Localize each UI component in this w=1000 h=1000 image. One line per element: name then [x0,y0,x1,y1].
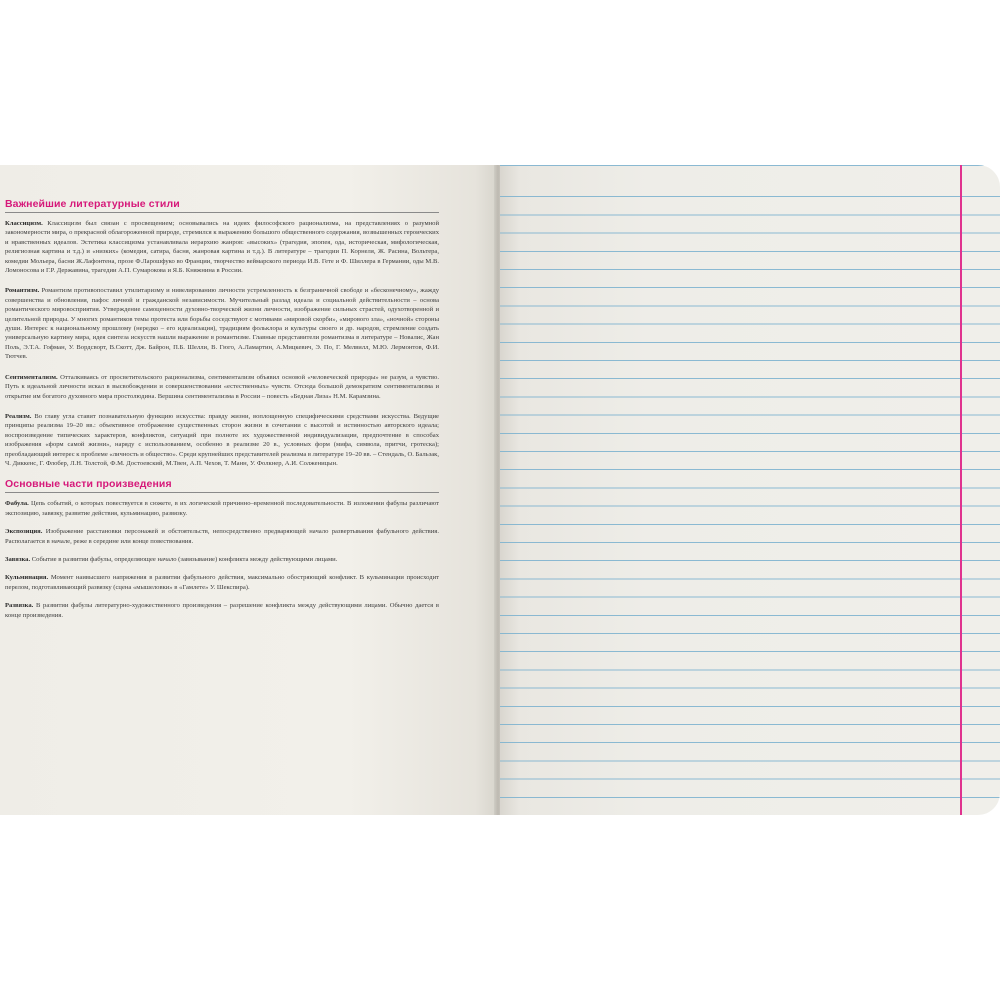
entry-text: Во главу угла ставит познавательную функцию искусства: правду жизни, воплощенную специфическими средствами искусства. Ведущие принципы реализма 19–20 вв.: объективное отображение существенных сторон жизни в сочетании с высотой и истинностью авторского идеала; воспроизведение типических характеров, конфликтов, ситуаций при полноте их художественной индивидуализации, предпочтение в способах изображения «форм самой жизни», наряду с использованием, особенно в реализме 20 в., условных форм (мифа, символа, притчи, гротеска); преобладающий интерес к проблеме «личность и общество». Среди крупнейших представителей реализма в литературе 19–20 вв. – Стендаль, О. Бальзак, Ч. Диккенс, Г. Флобер, Л.Н. Толстой, Ф.М. Достоевский, М.Твен, А.П. Чехов, Т. Манн, У. Фолкнер, А.И. Солженицын. [5,412,439,467]
entry-term: Романтизм. [5,287,40,295]
entry-term: Кульминация. [5,574,49,582]
entry-text: Событие в развитии фабулы, определяющее начало (завязывание) конфликта между действующими лицами. [30,555,338,563]
entry-term: Развязка. [5,602,34,610]
section-heading-literary-styles: Важнейшие литературные стили [5,197,439,213]
entry-text: Момент наивысшего напряжения в развитии фабульного действия, максимально обостряющий конфликт. В кульминации происходит перелом, подготавливающий развязку (сцена «мышеловки» в «Гамлете» У. Шекспира). [5,574,439,591]
ruled-lines [500,165,1000,815]
entry-romanticism [5,286,439,361]
left-page [0,165,495,815]
entry-text: Цепь событий, о которых повествуется в сюжете, в их логической причинно–временной последовательности. В изложении фабулы различают экспозицию, завязку, развитие действия, кульминацию, развязку. [5,500,439,517]
entry-term: Сентиментализм. [5,373,58,381]
entry-term: Завязка. [5,555,31,563]
notebook-spread [0,165,1000,815]
entry-climax [5,573,439,592]
margin-line [960,165,962,815]
entry-denouement [5,601,439,620]
entry-text: Классицизм был связан с просвещением; основывались на идеях философского рационализма, на представлениях о разумной закономерности мира, о прекрасной облагороженной природе, стремился к выражению большого общественного содержания, возвышенных героических и нравственных идеалов. Эстетика классицизма устанавливала иерархию жанров: «высоких» (трагедия, эпопея, ода, историческая, мифологическая, религиозная картина и т.д.) и «низких» (комедия, сатира, басня, жанровая картина и т.д.). В литературе – трагедии П. Корнеля, Ж. Расина, Вольтера, комедии Мольера, басни Ж.Лафонтена, прозе Ф.Ларошфуко во Франции, творчество веймарского периода И.В. Гете и Ф. Шиллера в Германии, оды М.В. Ломоносова и Г.Р. Державина, трагедии А.П. Сумарокова и Я.Б. Княжнина в России. [5,220,439,275]
entry-term: Реализм. [5,412,32,420]
entry-exposition [5,527,439,546]
section-heading-work-parts: Основные части произведения [5,477,439,493]
entry-realism [5,412,439,468]
entry-text: Романтизм противопоставил утилитаризму и нивелированию личности устремленность к безграничной свободе и «бесконечному», жажду совершенства и обновления, пафос личной и гражданской независимости. Мучительный разлад идеала и социальной действительности – основа романтического мировосприятия. Утверждение самоценности духовно-творческой жизни личности, изображение сильных страстей, одухотворенной и целительной природы. У многих романтиков темы протеста или борьбы соседствуют с мотивами «мировой скорби», «мирового зла», «ночной» стороны души. Интерес к национальному прошлому (нередко – его идеализация), традициям фольклора и культуры своего и др. народов, стремление создать универсальную картину мира, идея синтеза искусств нашли выражение в романтизме. Главные представители романтизма в литературе – Новалис, Жан Поль, Э.Т.А. Гофман, У. Вордсворт, В.Скотт, Дж. Байрон, П.Б. Шелли, В. Гюго, А.Ламартин, А.Мицкевич, Э. По, Г. Мелвилл, М.Ю. Лермонтов, Ф.И. Тютчев. [5,287,439,361]
entry-term: Экспозиция. [5,528,43,536]
right-ruled-page [500,165,1000,815]
entry-text: В развитии фабулы литературно-художественного произведения – разрешение конфликта между действующими лицами. Обычно дается в конце произведения. [5,602,439,619]
entry-classicism [5,219,439,275]
entry-text: Изображение расстановки персонажей и обстоятельств, непосредственно предваряющей начало развертывания фабульного действия. Располагается в начале, реже в середине или конце повествования. [5,528,439,545]
entry-term: Классицизм. [5,220,43,227]
entry-term: Фабула. [5,500,29,508]
entry-sentimentalism [5,373,439,401]
entry-setup [5,555,439,564]
entry-fabula [5,499,439,518]
reference-content [5,197,439,629]
entry-text: Отталкиваясь от просветительского рационализма, сентиментализм объявил основой «человеческой природы» не разум, а чувство. Путь к идеальной личности искал в высвобождении и совершенствовании «естественных» чувств. Отсюда большой демократизм сентиментализма и открытие им богатого духовного мира простолюдина. Вершина сентиментализма в России – повесть «Бедная Лиза» Н.М. Карамзина. [5,373,439,400]
